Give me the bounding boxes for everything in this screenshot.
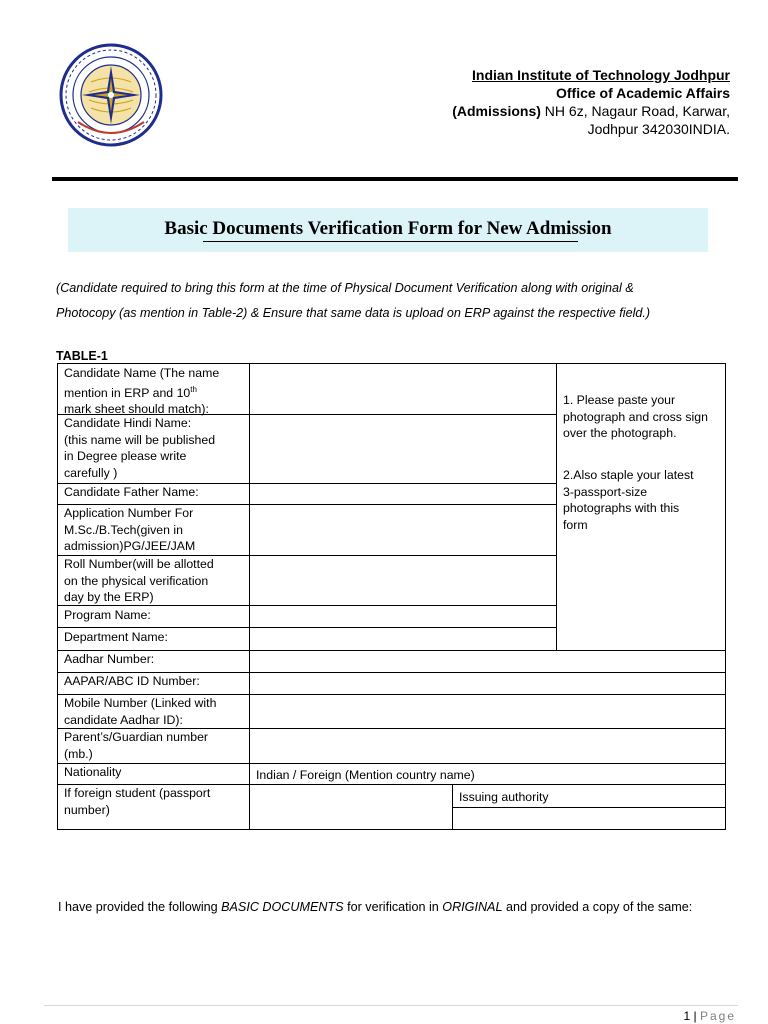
label-foreign-student: If foreign student (passport number) <box>64 786 211 817</box>
field-passport-number[interactable] <box>249 784 453 830</box>
photo-instruction-2: 2.Also staple your latest 3-passport-size photographs with this form <box>563 468 694 532</box>
page-number: 1 <box>683 1009 691 1023</box>
footer-divider <box>44 1005 738 1006</box>
label-aapar: AAPAR/ABC ID Number: <box>64 674 200 688</box>
header-divider <box>52 177 738 181</box>
page-footer <box>683 1009 736 1023</box>
office-name: Office of Academic Affairs <box>555 85 730 101</box>
label-father-name: Candidate Father Name: <box>64 485 199 499</box>
photo-instruction-1: 1. Please paste your photograph and cross sign over the photograph. <box>563 393 708 440</box>
field-guardian[interactable] <box>249 728 726 764</box>
admissions-label: (Admissions) <box>452 103 541 119</box>
address-line-1 <box>452 102 730 120</box>
field-father-name[interactable] <box>249 483 557 505</box>
page-word: Page <box>699 1009 736 1023</box>
page-separator: | <box>690 1009 700 1023</box>
label-candidate-name: Candidate Name (The name mention in ERP and 10th mark sheet should match): <box>64 366 220 417</box>
label-aadhar: Aadhar Number: <box>64 652 155 666</box>
address-street: NH 6z, Nagaur Road, Karwar, <box>540 103 730 119</box>
label-department-name: Department Name: <box>64 630 168 644</box>
label-roll-number: Roll Number(will be allotted on the physical verification day by the ERP) <box>64 557 214 604</box>
declaration-text: I have provided the following BASIC DOCUMENTS for verification in ORIGINAL and provided a copy of the same: <box>58 900 693 914</box>
institute-name: Indian Institute of Technology Jodhpur <box>472 67 730 83</box>
title-underline <box>203 241 578 242</box>
address-line-2: Jodhpur 342030INDIA. <box>587 121 730 137</box>
label-program-name: Program Name: <box>64 608 151 622</box>
field-department-name[interactable] <box>249 627 557 651</box>
label-issuing-authority: Issuing authority <box>459 790 549 804</box>
iit-jodhpur-seal-icon <box>58 42 164 148</box>
instruction-note <box>56 276 724 326</box>
form-title-box <box>68 208 708 252</box>
field-hindi-name[interactable] <box>249 414 557 484</box>
nationality-hint: Indian / Foreign (Mention country name) <box>256 768 475 782</box>
label-mobile: Mobile Number (Linked with candidate Aadhar ID): <box>64 696 217 727</box>
field-candidate-name[interactable] <box>249 363 557 415</box>
note-line-2: Photocopy (as mention in Table-2) & Ensure that same data is upload on ERP against the respective field.) <box>56 306 651 320</box>
institute-logo <box>58 42 164 148</box>
institute-address <box>452 66 730 138</box>
field-application-number[interactable] <box>249 504 557 556</box>
field-aapar[interactable] <box>249 672 726 695</box>
label-application-number: Application Number For M.Sc./B.Tech(given in admission)PG/JEE/JAM <box>64 506 196 553</box>
note-line-1: (Candidate required to bring this form at the time of Physical Document Verification along with original & <box>56 281 634 295</box>
field-issuing-authority[interactable] <box>452 807 726 830</box>
field-roll-number[interactable] <box>249 555 557 606</box>
field-program-name[interactable] <box>249 605 557 628</box>
form-title: Basic Documents Verification Form for New Admission <box>164 218 612 239</box>
field-aadhar[interactable] <box>249 650 726 673</box>
label-guardian: Parent’s/Guardian number (mb.) <box>64 730 209 761</box>
label-nationality: Nationality <box>64 765 122 779</box>
label-hindi-name: Candidate Hindi Name: (this name will be published in Degree please write carefully ) <box>64 416 216 480</box>
field-mobile[interactable] <box>249 694 726 729</box>
table-1-label: TABLE-1 <box>56 349 108 363</box>
